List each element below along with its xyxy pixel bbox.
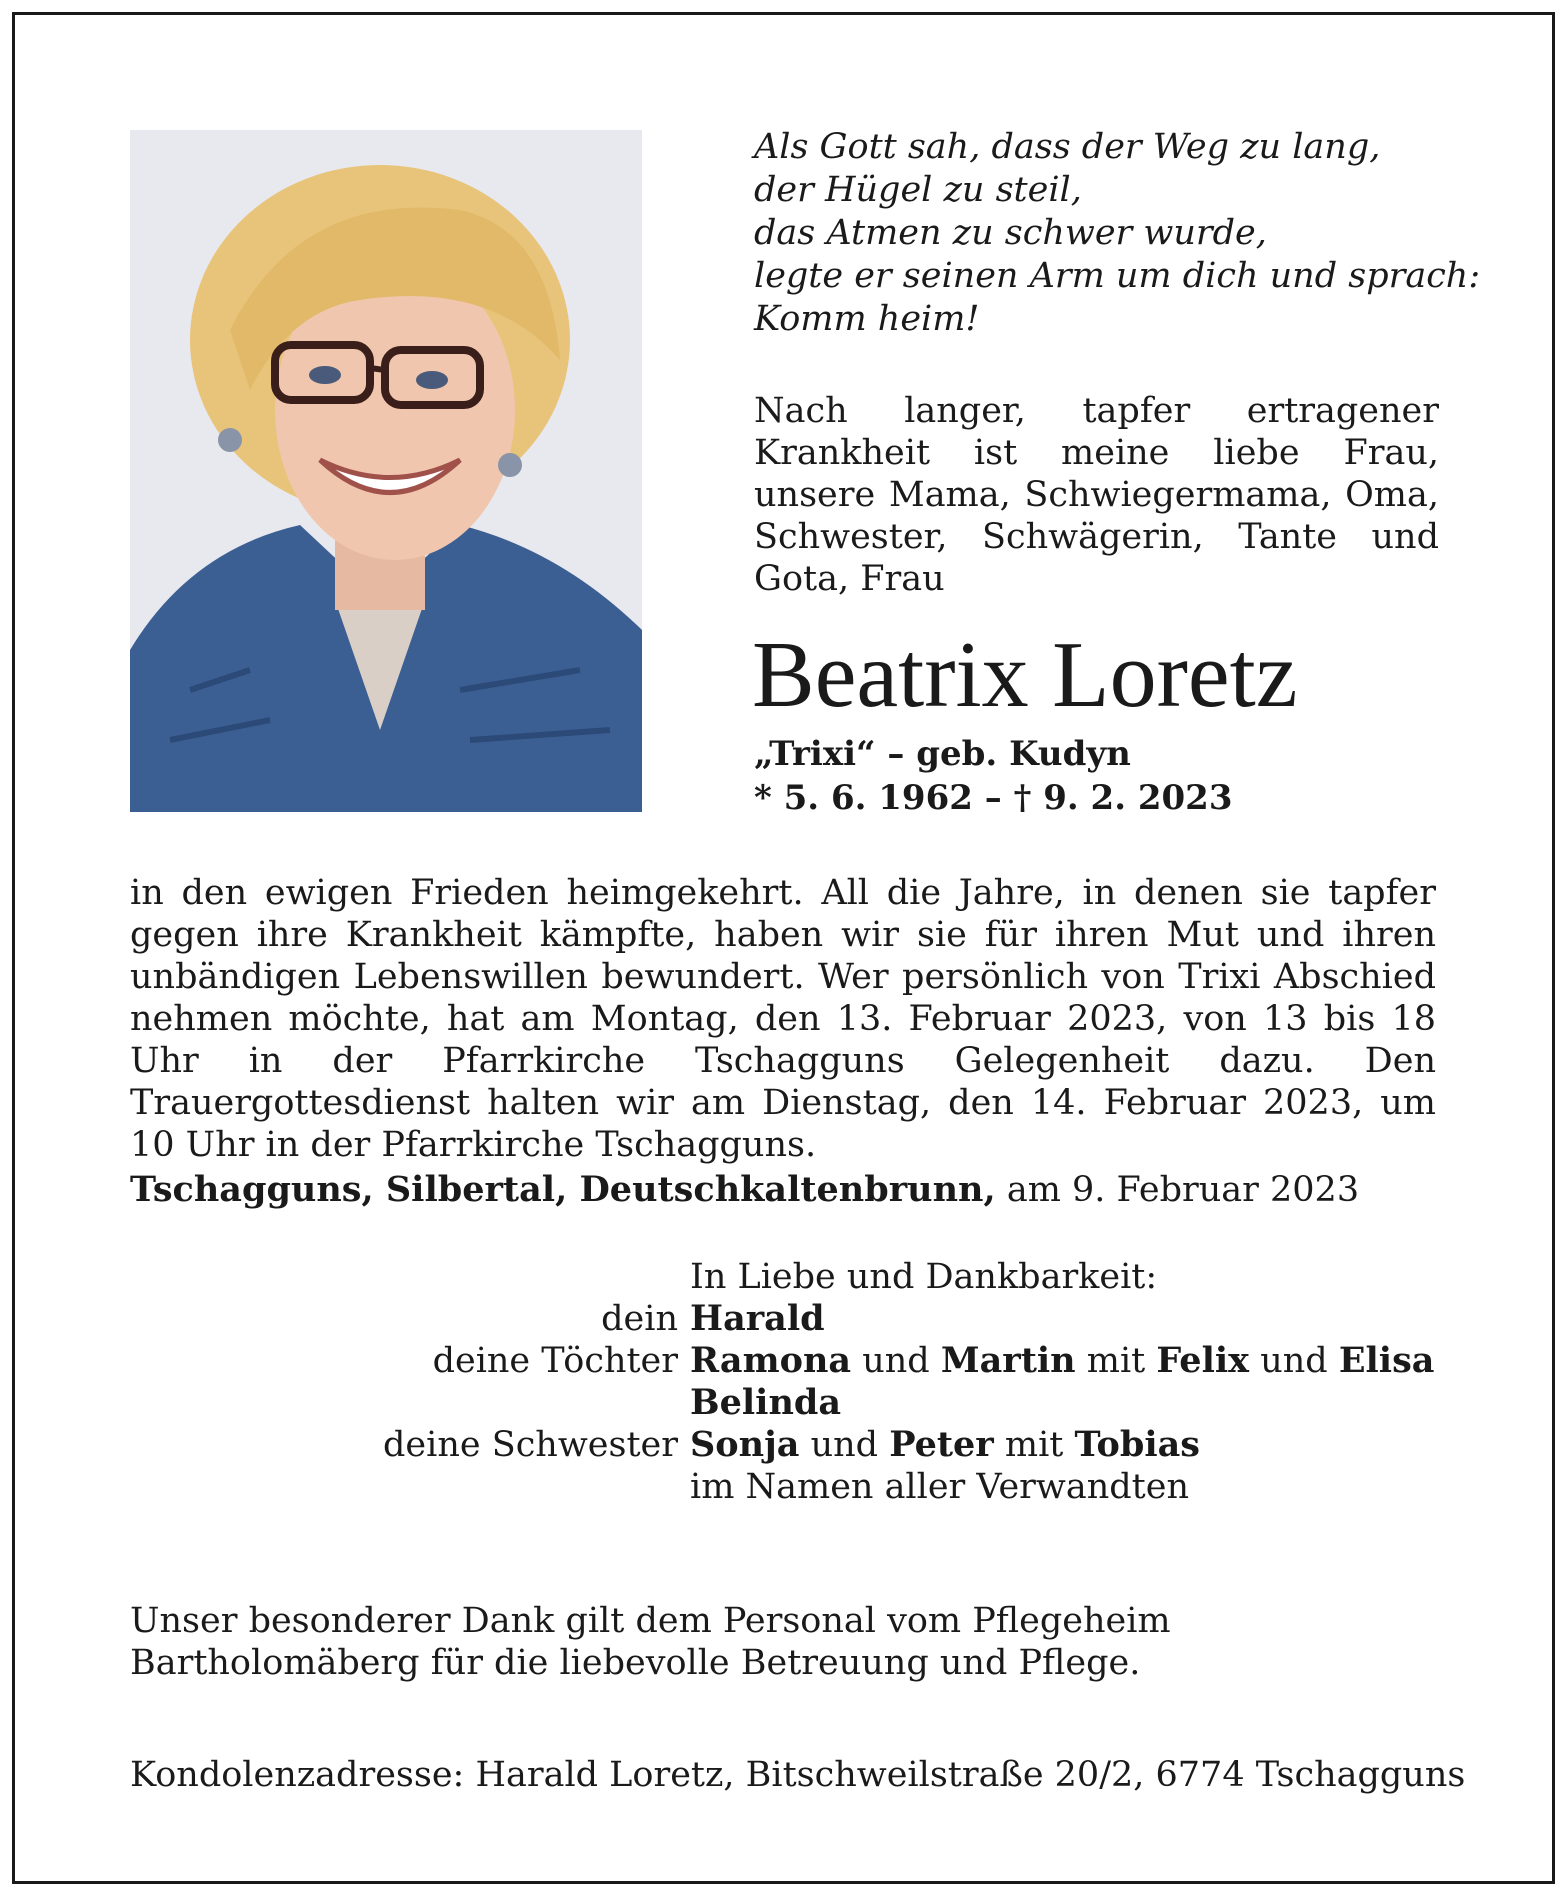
announcement-date: am 9. Februar 2023: [1006, 1170, 1360, 1210]
relation-label: dein: [601, 1299, 678, 1339]
deceased-name: Beatrix Loretz: [752, 623, 1298, 727]
condolence-address: Kondolenzadresse: Harald Loretz, Bitschweilstraße 20/2, 6774 Tschagguns: [130, 1755, 1466, 1795]
connector: und: [810, 1425, 879, 1465]
family-name: Ramona: [690, 1340, 852, 1381]
family-closing-row: [330, 1466, 1450, 1508]
family-heading: In Liebe und Dankbarkeit:: [690, 1257, 1158, 1297]
place-date-line: [130, 1168, 1359, 1212]
family-closing: im Namen aller Verwandten: [690, 1467, 1189, 1507]
family-heading-row: [330, 1256, 1450, 1298]
portrait-photo: [130, 130, 642, 812]
family-name: Elisa: [1338, 1340, 1435, 1381]
family-row-husband: [330, 1298, 1450, 1340]
thanks-text: Unser besonderer Dank gilt dem Personal vom Pflegeheim Bartholomäberg für die liebevolle Betreuung und Pflege.: [130, 1601, 1171, 1683]
portrait-image: [130, 130, 642, 812]
poem-line: Komm heim!: [754, 299, 980, 339]
connector: und: [862, 1341, 930, 1381]
relation-label: deine Schwester: [383, 1425, 678, 1465]
poem-line: der Hügel zu steil,: [754, 170, 1082, 210]
family-row-sister: [330, 1424, 1450, 1466]
places: Tschagguns, Silbertal, Deutschkaltenbrunn,: [130, 1169, 996, 1210]
poem-line: Als Gott sah, dass der Weg zu lang,: [754, 127, 1381, 167]
poem-line: das Atmen zu schwer wurde,: [754, 213, 1267, 253]
family-name: Belinda: [690, 1382, 842, 1423]
family-name: Peter: [889, 1424, 994, 1465]
relation-label: deine Töchter: [432, 1341, 678, 1381]
family-name: Sonja: [690, 1424, 800, 1465]
connector: mit: [1086, 1341, 1146, 1381]
poem: [754, 126, 1480, 341]
connector: und: [1260, 1341, 1328, 1381]
life-dates: * 5. 6. 1962 – † 9. 2. 2023: [754, 778, 1233, 818]
nickname-maiden-name: „Trixi“ – geb. Kudyn: [754, 734, 1131, 774]
connector: mit: [1004, 1425, 1064, 1465]
poem-line: legte er seinen Arm um dich und sprach:: [754, 256, 1481, 296]
intro-text: Nach langer, tapfer ertragener Krankheit ist meine liebe Frau, unsere Mama, Schwiegermama, Oma, Schwester, Schwägerin, Tante und Gota, Frau: [754, 391, 1439, 599]
family-row-daughter-2: [330, 1382, 1450, 1424]
family-signature: [330, 1256, 1450, 1508]
family-name: Martin: [940, 1340, 1076, 1381]
family-name: Harald: [690, 1298, 825, 1339]
family-row-daughters: [330, 1340, 1450, 1382]
family-name: Tobias: [1074, 1424, 1200, 1465]
family-name: Felix: [1156, 1340, 1250, 1381]
announcement-text: in den ewigen Frieden heimgekehrt. All die Jahre, in denen sie tapfer gegen ihre Krankheit kämpfte, haben wir sie für ihren Mut und ihren unbändigen Lebenswillen bewundert. Wer persönlich von Trixi Abschied nehmen möchte, hat am Montag, den 13. Februar 2023, von 13 bis 18 Uhr in der Pfarrkirche Tschagguns Gelegenheit dazu. Den Trauergottesdienst halten wir am Dienstag, den 14. Februar 2023, um 10 Uhr in der Pfarrkirche Tschagguns.: [130, 873, 1436, 1165]
